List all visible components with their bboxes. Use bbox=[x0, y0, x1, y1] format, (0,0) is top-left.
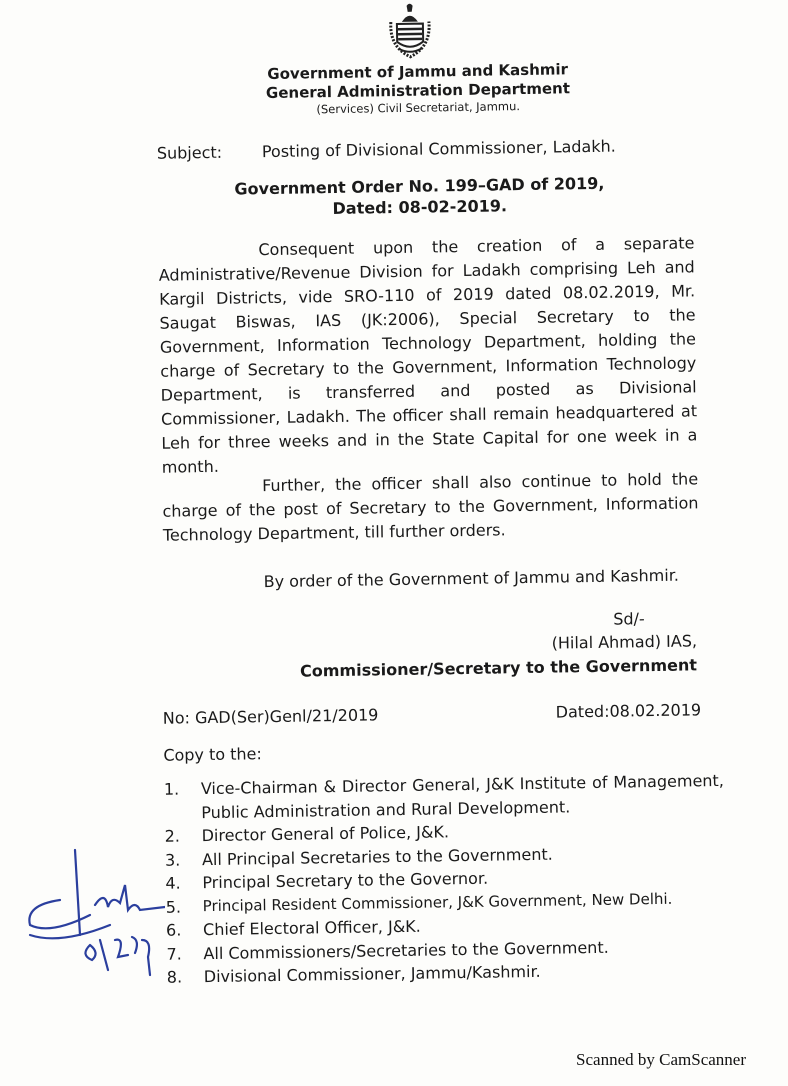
header-address: (Services) Civil Secretariat, Jammu. bbox=[316, 99, 521, 117]
list-item: 6. Chief Electoral Officer, J&K. bbox=[165, 916, 421, 940]
list-item: 4. Principal Secretary to the Governor. bbox=[165, 868, 489, 893]
reference-number: No: GAD(Ser)Genl/21/2019 bbox=[162, 705, 379, 728]
paragraph-2: Further, the officer shall also continue to hold the charge of the post of Secretary to the Government, Information Technology Department, till further orders. bbox=[162, 469, 699, 545]
paragraph-1: Consequent upon the creation of a separate Administrative/Revenue Division for Ladakh comprising Leh and Kargil Districts, vide SRO-110 of 2019 dated 08.02.2019, Mr. Saugat Biswas, IAS (JK:2006), Special Secretary to the Government, Information Technology Department, holding the charge of Secretary to the Government, Information Technology Department, is transferred and posted as Divisional Commissioner, Ladakh. The officer shall remain headquartered at Leh for three weeks and in the State Capital for one week in a month. bbox=[158, 233, 698, 477]
list-item: 2. Director General of Police, J&K. bbox=[164, 822, 450, 846]
order-date: Dated: 08-02-2019. bbox=[332, 196, 508, 219]
header-department: General Administration Department bbox=[265, 79, 571, 103]
reference-date: Dated:08.02.2019 bbox=[555, 700, 702, 722]
list-item: 8. Divisional Commissioner, Jammu/Kashmir. bbox=[166, 961, 541, 987]
list-item: 3. All Principal Secretaries to the Government. bbox=[164, 844, 553, 870]
signatory-designation: Commissioner/Secretary to the Government bbox=[299, 655, 698, 681]
list-item: 1. Vice-Chairman & Director General, J&K Institute of Management, Public Administration and Rural Development. bbox=[163, 770, 724, 822]
copy-to-label: Copy to the: bbox=[163, 744, 262, 765]
list-item: 5. Principal Resident Commissioner, J&K Government, New Delhi. bbox=[165, 889, 673, 917]
header-government: Government of Jammu and Kashmir bbox=[267, 60, 569, 84]
camscanner-watermark: Scanned by CamScanner bbox=[576, 1050, 746, 1069]
sd-text: Sd/- bbox=[613, 609, 645, 629]
by-order-text: By order of the Government of Jammu and Kashmir. bbox=[263, 565, 680, 592]
subject-text: Posting of Divisional Commissioner, Ladakh. bbox=[261, 136, 616, 162]
order-title: Government Order No. 199–GAD of 2019, bbox=[234, 173, 605, 199]
emblem-icon bbox=[385, 1, 436, 60]
subject-label: Subject: bbox=[156, 142, 223, 163]
handwritten-signature bbox=[20, 845, 165, 985]
signatory-name: (Hilal Ahmad) IAS, bbox=[551, 631, 698, 653]
copy-to-list bbox=[164, 769, 727, 989]
list-item: 7. All Commissioners/Secretaries to the Government. bbox=[166, 937, 609, 964]
